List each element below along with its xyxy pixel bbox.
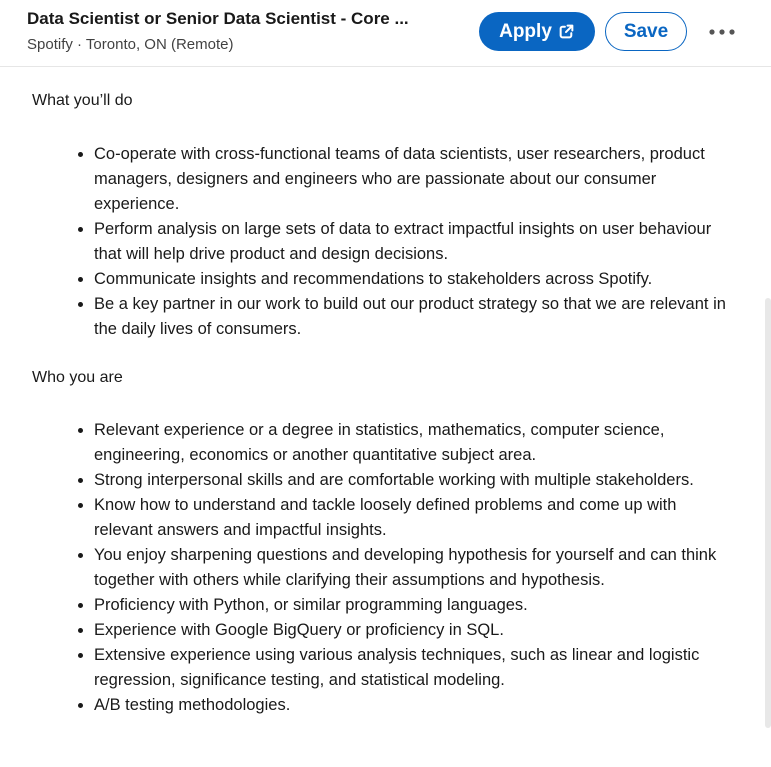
- job-description: [0, 66, 771, 767]
- responsibilities-list: [32, 142, 734, 342]
- ellipsis-horizontal-icon: [708, 23, 736, 41]
- list-item: • Experience with Google BigQuery or proficiency in SQL.: [94, 618, 734, 643]
- list-item: • Proficiency with Python, or similar programming languages.: [94, 593, 734, 618]
- apply-button[interactable]: [479, 12, 595, 51]
- list-item: • Extensive experience using various analysis techniques, such as linear and logistic regression, significance testing, and statistical modeling.: [94, 643, 734, 693]
- external-link-icon: [558, 23, 575, 40]
- qualifications-list: [32, 418, 734, 718]
- more-options-button[interactable]: [700, 16, 744, 48]
- list-item: • Strong interpersonal skills and are comfortable working with multiple stakeholders.: [94, 468, 734, 493]
- apply-label: Apply: [499, 20, 552, 42]
- list-item: • A/B testing methodologies.: [94, 693, 734, 718]
- section-heading-what-youll-do: What you’ll do: [32, 92, 133, 109]
- list-item: • Know how to understand and tackle loosely defined problems and come up with relevant answers and impactful insights.: [94, 493, 734, 543]
- save-button[interactable]: Save: [605, 12, 687, 51]
- scrollbar[interactable]: [765, 298, 771, 728]
- list-item: • Communicate insights and recommendations to stakeholders across Spotify.: [94, 267, 734, 292]
- job-title[interactable]: Data Scientist or Senior Data Scientist - Core ...: [27, 9, 409, 28]
- list-item: • You enjoy sharpening questions and developing hypothesis for yourself and can think together with others while clarifying their assumptions and hypothesis.: [94, 543, 734, 593]
- list-item: • Co-operate with cross-functional teams of data scientists, user researchers, product managers, designers and engineers who are passionate about our consumer experience.: [94, 142, 734, 217]
- section-heading-who-you-are: Who you are: [32, 369, 123, 386]
- list-item: • Perform analysis on large sets of data to extract impactful insights on user behaviour that will help drive product and design decisions.: [94, 217, 734, 267]
- job-header: [0, 0, 771, 67]
- job-subtitle: Spotify · Toronto, ON (Remote): [27, 36, 234, 53]
- list-item: • Relevant experience or a degree in statistics, mathematics, computer science, engineering, economics or another quantitative subject area.: [94, 418, 734, 468]
- list-item: • Be a key partner in our work to build out our product strategy so that we are relevant in the daily lives of consumers.: [94, 292, 734, 342]
